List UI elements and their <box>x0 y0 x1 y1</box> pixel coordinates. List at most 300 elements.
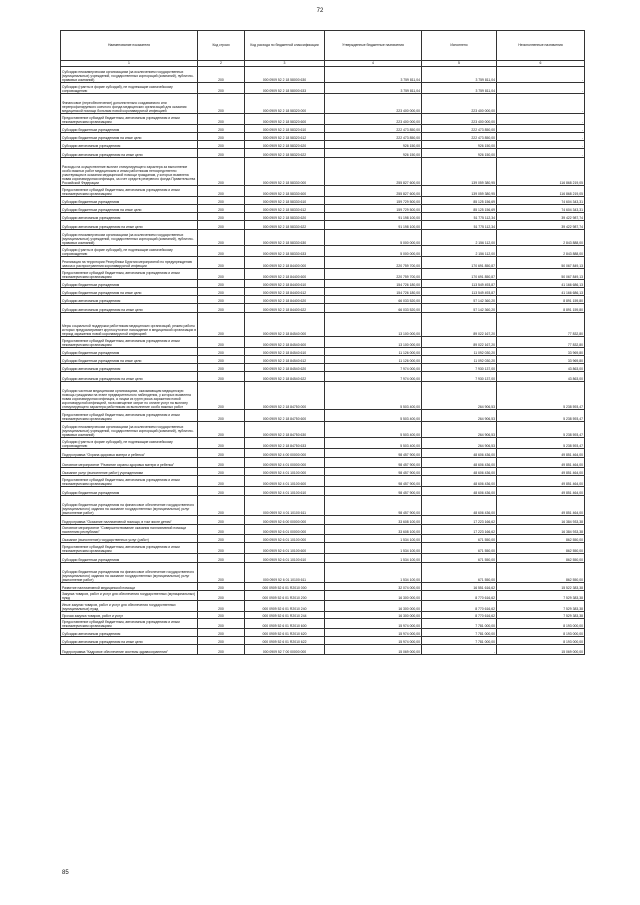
cell-unexecuted: - <box>497 114 585 125</box>
cell-executed: 223 400 000,00 <box>422 94 497 114</box>
cell-unexecuted: 39 422 987,74 <box>497 213 585 221</box>
header-unexecuted: Неисполненные назначения <box>497 31 585 61</box>
cell-approved: 220 759 700,00 <box>325 257 422 269</box>
table-row <box>61 125 585 133</box>
cell-indicator-name: Субсидии частным медицинским организациям, оказывающим медицинскую помощь гражданам на этапе предварительного наблюдения, у которых выявлена новая коронавирусная инфекция, а лицам из групп риска заражения новой коронавирусной инфекцией, на возмещение затрат по оплате услуг на выплату стимулирующего характера работникам за выполнение особо важных работ <box>61 382 198 410</box>
cell-indicator-name: Предоставление субсидий бюджетным, автономным учреждениям и иным некоммерческим организациям <box>61 543 198 554</box>
cell-line-code: 200 <box>198 458 245 468</box>
table-row <box>61 94 585 114</box>
cell-approved: 1 534 100,00 <box>325 563 422 583</box>
cell-approved: 32 074 000,00 <box>325 583 422 591</box>
cell-indicator-name: Субсидии некоммерческим организациям (за исключением государственных (муниципальных) учреждений, государственных корпораций (компаний), публично-правовых компаний) <box>61 422 198 438</box>
cell-executed: 11 092 030,20 <box>422 356 497 364</box>
table-row <box>61 133 585 141</box>
cell-budget-code: 000 0909 52 2 18 58330 620 <box>245 213 325 221</box>
table-row <box>61 468 585 476</box>
cell-executed: 17 223 166,62 <box>422 525 497 535</box>
table-row <box>61 449 585 458</box>
cell-unexecuted: 7 529 383,38 <box>497 591 585 601</box>
cell-unexecuted: - <box>497 125 585 133</box>
cell-approved: 159 729 500,00 <box>325 205 422 213</box>
cell-approved: 255 827 600,00 <box>325 186 422 197</box>
cell-approved: 222 473 850,00 <box>325 125 422 133</box>
cell-indicator-name: Субсидии (гранты в форме субсидий), не подлежащие казначейскому сопровождению <box>61 246 198 257</box>
cell-unexecuted: 16 384 933,38 <box>497 516 585 525</box>
cell-unexecuted: 116 868 219,05 <box>497 158 585 186</box>
cell-unexecuted: 49 851 464,00 <box>497 458 585 468</box>
cell-indicator-name: Иные закупки товаров, работ и услуг для обеспечения государственных (муниципальных) нужд <box>61 601 198 612</box>
cell-budget-code: 000 0909 52 2 18 84750 000 <box>245 382 325 410</box>
cell-approved: 926 150,00 <box>325 141 422 149</box>
table-row <box>61 83 585 94</box>
cell-line-code: 200 <box>198 372 245 382</box>
cell-line-code: 200 <box>198 554 245 563</box>
cell-executed: 89 022 167,20 <box>422 313 497 337</box>
column-index: 3 <box>245 61 325 67</box>
table-row <box>61 372 585 382</box>
cell-executed: 89 022 167,20 <box>422 337 497 348</box>
table-row <box>61 114 585 125</box>
cell-budget-code: 000 0909 52 2 18 84540 600 <box>245 337 325 348</box>
cell-indicator-name: Субсидии некоммерческим организациям (за исключением государственных (муниципальных) учреждений, государственных корпораций (компаний), публично-правовых компаний) <box>61 230 198 246</box>
cell-line-code: 200 <box>198 637 245 645</box>
cell-line-code: 200 <box>198 288 245 296</box>
cell-executed: 48 606 436,00 <box>422 487 497 496</box>
cell-approved: 3 759 811,04 <box>325 67 422 83</box>
cell-approved: 66 033 520,00 <box>325 304 422 313</box>
cell-unexecuted: 5 238 593,47 <box>497 438 585 449</box>
cell-indicator-name: Предоставление субсидий бюджетным, автономным учреждениям и иным некоммерческим организациям <box>61 186 198 197</box>
table-row <box>61 230 585 246</box>
cell-line-code: 200 <box>198 410 245 422</box>
cell-executed: 51 775 112,34 <box>422 213 497 221</box>
cell-approved: 98 457 900,00 <box>325 458 422 468</box>
cell-line-code: 200 <box>198 449 245 458</box>
cell-unexecuted: 43 863,00 <box>497 364 585 372</box>
table-row <box>61 496 585 516</box>
cell-indicator-name: Субсидии (гранты в форме субсидий), не подлежащие казначейскому сопровождению <box>61 438 198 449</box>
cell-line-code: 200 <box>198 516 245 525</box>
table-row <box>61 356 585 364</box>
cell-executed: 7 781 000,00 <box>422 629 497 637</box>
cell-indicator-name: Развитие паллиативной медицинской помощи <box>61 583 198 591</box>
table-row <box>61 591 585 601</box>
cell-approved: 5 000 000,00 <box>325 246 422 257</box>
table-row <box>61 288 585 296</box>
cell-indicator-name: Субсидии некоммерческим организациям (за исключением государственных (муниципальных) учреждений, государственных корпораций (компаний), публично-правовых компаний) <box>61 67 198 83</box>
cell-indicator-name: Субсидии бюджетным учреждениям на иные цели <box>61 288 198 296</box>
cell-indicator-name: Субсидии автономным учреждениям на иные цели <box>61 221 198 230</box>
cell-executed: 222 473 850,00 <box>422 133 497 141</box>
header-approved: Утвержденные бюджетные назначения <box>325 31 422 61</box>
table-row <box>61 458 585 468</box>
cell-approved: 3 759 811,04 <box>325 83 422 94</box>
cell-unexecuted: 74 604 343,31 <box>497 197 585 205</box>
cell-approved: 15 974 000,00 <box>325 637 422 645</box>
cell-budget-code: 000 0909 52 2 18 58330 610 <box>245 197 325 205</box>
cell-budget-code: 000 0909 52 2 18 58320 622 <box>245 149 325 158</box>
cell-line-code: 200 <box>198 337 245 348</box>
cell-approved: 223 400 000,00 <box>325 114 422 125</box>
cell-indicator-name: Оказание (выполнение) государственных услуг (работ) <box>61 535 198 543</box>
cell-indicator-name: Субсидии бюджетным учреждениям <box>61 348 198 356</box>
cell-approved: 7 974 000,00 <box>325 364 422 372</box>
cell-unexecuted: 43 863,00 <box>497 372 585 382</box>
table-row <box>61 149 585 158</box>
cell-executed: 170 691 850,87 <box>422 269 497 280</box>
column-index: 6 <box>497 61 585 67</box>
table-row <box>61 257 585 269</box>
cell-budget-code: 000 0909 52 2 18 58320 620 <box>245 141 325 149</box>
cell-line-code: 200 <box>198 348 245 356</box>
cell-budget-code: 000 0909 52 6 01 10100 600 <box>245 543 325 554</box>
cell-executed: 7 781 000,00 <box>422 619 497 629</box>
cell-unexecuted: 8 193 000,00 <box>497 637 585 645</box>
table-row <box>61 525 585 535</box>
cell-budget-code: 000 0909 52 2 18 84400 612 <box>245 288 325 296</box>
cell-indicator-name: Субсидии автономным учреждениям на иные цели <box>61 637 198 645</box>
cell-line-code: 200 <box>198 382 245 410</box>
cell-executed: 7 781 000,00 <box>422 637 497 645</box>
cell-indicator-name: Меры социальной поддержки работникам медицинских организаций, режим работы которых предусматривает круглосуточное нахождение в медицинской организации в период заражения новой коронавирусной инфекцией <box>61 313 198 337</box>
cell-unexecuted: 7 529 383,38 <box>497 612 585 619</box>
cell-approved: 1 534 100,00 <box>325 543 422 554</box>
table-row <box>61 487 585 496</box>
cell-line-code: 200 <box>198 496 245 516</box>
cell-approved: 98 457 900,00 <box>325 476 422 487</box>
cell-executed: 51 775 112,34 <box>422 221 497 230</box>
table-row <box>61 269 585 280</box>
cell-budget-code: 000 0909 52 2 18 58330 622 <box>245 221 325 230</box>
cell-line-code: 200 <box>198 213 245 221</box>
cell-budget-code: 000 0909 52 6 01 R2010 244 <box>245 612 325 619</box>
cell-indicator-name: Подпрограмма "Охрана здоровья матери и ребенка" <box>61 449 198 458</box>
header-line-code: Код строки <box>198 31 245 61</box>
cell-unexecuted: 15 069 000,00 <box>497 645 585 655</box>
cell-line-code: 200 <box>198 645 245 655</box>
cell-approved: 15 974 000,00 <box>325 629 422 637</box>
cell-approved: 11 126 000,00 <box>325 356 422 364</box>
cell-unexecuted: 33 969,80 <box>497 348 585 356</box>
cell-line-code: 200 <box>198 186 245 197</box>
table-row <box>61 337 585 348</box>
cell-budget-code: 000 0909 52 2 18 58330 630 <box>245 230 325 246</box>
table-row <box>61 246 585 257</box>
cell-unexecuted: 16 384 933,38 <box>497 525 585 535</box>
cell-line-code: 200 <box>198 304 245 313</box>
table-row <box>61 645 585 655</box>
cell-executed: 2 156 112,00 <box>422 246 497 257</box>
cell-line-code: 200 <box>198 221 245 230</box>
cell-line-code: 200 <box>198 230 245 246</box>
cell-unexecuted: 49 851 464,00 <box>497 468 585 476</box>
table-row <box>61 612 585 619</box>
cell-approved: 154 726 180,00 <box>325 288 422 296</box>
cell-approved: 16 300 000,00 <box>325 591 422 601</box>
cell-executed: 16 551 616,62 <box>422 583 497 591</box>
cell-unexecuted: 862 550,00 <box>497 535 585 543</box>
cell-indicator-name: Предоставление субсидий бюджетным, автономным учреждениям и иным некоммерческим организациям <box>61 337 198 348</box>
cell-unexecuted: 49 851 464,00 <box>497 496 585 516</box>
cell-indicator-name: Субсидии автономным учреждениям на иные цели <box>61 372 198 382</box>
cell-indicator-name: Субсидии автономным учреждениям <box>61 141 198 149</box>
table-row <box>61 438 585 449</box>
cell-indicator-name: Предоставление субсидий бюджетным, автономным учреждениям и иным некоммерческим организациям <box>61 269 198 280</box>
table-row <box>61 637 585 645</box>
cell-executed: 17 223 166,62 <box>422 516 497 525</box>
cell-approved: 66 033 520,00 <box>325 296 422 304</box>
cell-executed: 8 770 616,62 <box>422 601 497 612</box>
cell-unexecuted: 77 832,80 <box>497 313 585 337</box>
table-row <box>61 583 585 591</box>
cell-line-code: 200 <box>198 487 245 496</box>
cell-approved: 98 457 900,00 <box>325 449 422 458</box>
table-row <box>61 158 585 186</box>
cell-indicator-name: Предоставление субсидий бюджетным, автономным учреждениям и иным некоммерческим организациям <box>61 619 198 629</box>
cell-indicator-name: Закупка товаров, работ и услуг для обеспечения государственных (муниципальных) нужд <box>61 591 198 601</box>
page-number: 72 <box>316 8 324 14</box>
cell-approved: 5 503 400,00 <box>325 438 422 449</box>
table-row <box>61 422 585 438</box>
cell-budget-code: 000 0909 52 6 01 R2010 200 <box>245 591 325 601</box>
cell-budget-code: 000 0909 52 6 01 10100 610 <box>245 554 325 563</box>
cell-line-code: 200 <box>198 125 245 133</box>
cell-unexecuted: 2 843 888,00 <box>497 230 585 246</box>
cell-executed: 671 550,00 <box>422 543 497 554</box>
cell-budget-code: 000 0909 52 2 18 84750 600 <box>245 410 325 422</box>
cell-indicator-name: Предоставление субсидий бюджетным, автономным учреждениям и иным некоммерческим организациям <box>61 410 198 422</box>
cell-line-code: 200 <box>198 583 245 591</box>
cell-indicator-name: Финансовое (переобеспечение) дополнительно создаваемого или перепрофилируемого коечного фонда медицинских организаций для оказания медицинской помощи больным новой коронавирусной инфекцией <box>61 94 198 114</box>
cell-budget-code: 000 0909 52 6 01 R2010 600 <box>245 619 325 629</box>
cell-approved: 98 457 900,00 <box>325 487 422 496</box>
cell-line-code: 200 <box>198 438 245 449</box>
cell-unexecuted: 8 891 159,80 <box>497 296 585 304</box>
cell-line-code: 200 <box>198 149 245 158</box>
cell-indicator-name: Субсидии бюджетным учреждениям на иные цели <box>61 356 198 364</box>
cell-executed: 926 150,00 <box>422 149 497 158</box>
cell-executed: 3 759 811,04 <box>422 83 497 94</box>
cell-executed: 48 606 436,00 <box>422 458 497 468</box>
table-row <box>61 280 585 288</box>
cell-executed: 671 550,00 <box>422 535 497 543</box>
cell-line-code: 200 <box>198 296 245 304</box>
cell-unexecuted: - <box>497 149 585 158</box>
cell-budget-code: 000 0909 52 2 18 58000 633 <box>245 83 325 94</box>
table-row <box>61 67 585 83</box>
cell-indicator-name: Субсидии автономным учреждениям <box>61 296 198 304</box>
cell-unexecuted: 49 851 464,00 <box>497 449 585 458</box>
cell-budget-code: 000 0909 52 2 18 84750 630 <box>245 422 325 438</box>
cell-unexecuted: 862 550,00 <box>497 543 585 554</box>
cell-indicator-name: Подпрограмма "Кадровое обеспечение системы здравоохранения" <box>61 645 198 655</box>
cell-indicator-name: Прочая закупка товаров, работ и услуг <box>61 612 198 619</box>
cell-indicator-name: Подпрограмма "Оказание паллиативной помощи, в том числе детям" <box>61 516 198 525</box>
cell-executed: 48 606 436,00 <box>422 449 497 458</box>
cell-executed: 223 400 000,00 <box>422 114 497 125</box>
cell-unexecuted: 116 868 219,05 <box>497 186 585 197</box>
cell-indicator-name: Субсидии бюджетным учреждениям <box>61 125 198 133</box>
cell-budget-code: 000 0909 52 2 18 84400 600 <box>245 269 325 280</box>
cell-indicator-name: Субсидии бюджетным учреждениям на финансовое обеспечение государственного (муниципального) задания на оказание государственных (муниципальных) услуг (выполнение работ) <box>61 496 198 516</box>
cell-indicator-name: Предоставление субсидий бюджетным, автономным учреждениям и иным некоммерческим организациям <box>61 114 198 125</box>
cell-budget-code: 000 0909 52 2 18 84540 612 <box>245 356 325 364</box>
cell-indicator-name: Субсидии бюджетным учреждениям <box>61 487 198 496</box>
cell-executed: 264 906,53 <box>422 382 497 410</box>
cell-line-code: 200 <box>198 205 245 213</box>
cell-unexecuted: 77 832,80 <box>497 337 585 348</box>
cell-budget-code: 000 0909 52 2 18 84400 620 <box>245 296 325 304</box>
cell-indicator-name: Основное мероприятие "Совершенствование оказания паллиативной помощи населению республики" <box>61 525 198 535</box>
cell-budget-code: 000 0909 52 4 01 10100 610 <box>245 487 325 496</box>
cell-budget-code: 000 0909 52 2 18 84400 610 <box>245 280 325 288</box>
cell-approved: 16 300 000,00 <box>325 612 422 619</box>
cell-executed: 139 059 380,95 <box>422 158 497 186</box>
cell-executed: 8 770 616,62 <box>422 612 497 619</box>
cell-approved: 222 473 850,00 <box>325 133 422 141</box>
cell-unexecuted: 8 193 000,00 <box>497 619 585 629</box>
cell-approved: 13 100 000,00 <box>325 337 422 348</box>
cell-unexecuted: 39 422 987,74 <box>497 221 585 230</box>
cell-line-code: 200 <box>198 525 245 535</box>
cell-executed: 85 125 156,69 <box>422 197 497 205</box>
column-index: 5 <box>422 61 497 67</box>
table-header-row <box>61 31 585 61</box>
cell-executed: 222 473 850,00 <box>422 125 497 133</box>
cell-approved: 91 198 100,00 <box>325 213 422 221</box>
cell-approved: 33 608 100,00 <box>325 516 422 525</box>
cell-indicator-name: Основное мероприятие "Развитие охраны здоровья матери и ребенка" <box>61 458 198 468</box>
cell-approved: 154 726 180,00 <box>325 280 422 288</box>
cell-approved: 5 503 400,00 <box>325 382 422 410</box>
cell-approved: 91 198 100,00 <box>325 221 422 230</box>
cell-unexecuted: - <box>497 94 585 114</box>
cell-budget-code: 000 0909 52 6 01 10100 611 <box>245 563 325 583</box>
cell-budget-code: 000 0909 52 2 18 58320 600 <box>245 114 325 125</box>
cell-executed: - <box>422 645 497 655</box>
cell-budget-code: 000 0909 52 2 18 84540 622 <box>245 372 325 382</box>
table-body <box>61 67 585 655</box>
cell-budget-code: 000 0909 52 4 01 10100 611 <box>245 496 325 516</box>
cell-approved: 98 457 900,00 <box>325 468 422 476</box>
cell-unexecuted: 5 238 593,47 <box>497 410 585 422</box>
cell-line-code: 200 <box>198 67 245 83</box>
cell-approved: 15 974 000,00 <box>325 619 422 629</box>
cell-line-code: 200 <box>198 629 245 637</box>
cell-approved: 13 100 000,00 <box>325 313 422 337</box>
cell-executed: 671 550,00 <box>422 554 497 563</box>
cell-budget-code: 000 0909 52 6 01 R2010 620 <box>245 629 325 637</box>
table-row <box>61 313 585 337</box>
cell-approved: 1 534 100,00 <box>325 535 422 543</box>
cell-unexecuted: 49 851 464,00 <box>497 476 585 487</box>
table-row <box>61 382 585 410</box>
cell-unexecuted: 5 238 593,47 <box>497 382 585 410</box>
header-budget-code: Код расхода по бюджетной классификации <box>245 31 325 61</box>
cell-budget-code: 000 0909 52 2 18 58320 610 <box>245 125 325 133</box>
cell-budget-code: 000 0909 52 6 01 10100 000 <box>245 535 325 543</box>
cell-unexecuted: 50 067 849,13 <box>497 257 585 269</box>
table-row <box>61 213 585 221</box>
cell-budget-code: 000 0909 52 6 01 R2010 622 <box>245 637 325 645</box>
table-row <box>61 186 585 197</box>
table-row <box>61 629 585 637</box>
bottom-page-number: 85 <box>62 870 69 876</box>
table-row <box>61 535 585 543</box>
cell-indicator-name: Субсидии (гранты в форме субсидий), не подлежащие казначейскому сопровождению <box>61 83 198 94</box>
table-row <box>61 476 585 487</box>
cell-line-code: 200 <box>198 476 245 487</box>
table-row <box>61 364 585 372</box>
cell-indicator-name: Субсидии бюджетным учреждениям <box>61 554 198 563</box>
cell-line-code: 200 <box>198 94 245 114</box>
cell-unexecuted: - <box>497 141 585 149</box>
cell-budget-code: 000 0909 52 2 18 58320 000 <box>245 94 325 114</box>
cell-line-code: 200 <box>198 158 245 186</box>
cell-budget-code: 000 0909 52 2 18 84750 633 <box>245 438 325 449</box>
cell-unexecuted: - <box>497 67 585 83</box>
cell-approved: 5 000 000,00 <box>325 230 422 246</box>
cell-unexecuted: 41 166 686,13 <box>497 280 585 288</box>
cell-line-code: 200 <box>198 257 245 269</box>
table-row <box>61 410 585 422</box>
cell-indicator-name: Расходы на осуществление выплат стимулирующего характера за выполнение особо важных работ медицинским и иным работникам непосредственно участвующим в оказании медицинской помощи гражданам, у которых выявлена новая коронавирусная инфекция, за счет средств резервного фонда Правительства Российской Федерации <box>61 158 198 186</box>
cell-approved: 15 069 000,00 <box>325 645 422 655</box>
cell-approved: 98 457 900,00 <box>325 496 422 516</box>
cell-budget-code: 000 0909 52 6 00 00000 000 <box>245 516 325 525</box>
cell-indicator-name: Оказание услуг (выполнение работ) учреждениями <box>61 468 198 476</box>
cell-executed: 2 156 112,00 <box>422 230 497 246</box>
cell-executed: 264 906,53 <box>422 438 497 449</box>
budget-execution-table <box>60 30 585 655</box>
cell-indicator-name: Субсидии бюджетным учреждениям <box>61 280 198 288</box>
cell-line-code: 200 <box>198 246 245 257</box>
column-index: 4 <box>325 61 422 67</box>
column-index: 2 <box>198 61 245 67</box>
table-row <box>61 554 585 563</box>
table-row <box>61 296 585 304</box>
cell-budget-code: 000 0909 52 4 01 10100 000 <box>245 468 325 476</box>
cell-approved: 926 150,00 <box>325 149 422 158</box>
cell-unexecuted: 74 604 343,31 <box>497 205 585 213</box>
cell-budget-code: 000 0909 52 2 18 84540 000 <box>245 313 325 337</box>
cell-indicator-name: Субсидии бюджетным учреждениям на иные цели <box>61 133 198 141</box>
cell-approved: 223 400 000,00 <box>325 94 422 114</box>
cell-executed: 926 150,00 <box>422 141 497 149</box>
table-row <box>61 221 585 230</box>
cell-line-code: 200 <box>198 543 245 554</box>
column-index: 1 <box>61 61 198 67</box>
cell-line-code: 200 <box>198 197 245 205</box>
cell-budget-code: 000 0909 52 4 01 00000 000 <box>245 458 325 468</box>
cell-indicator-name: Субсидии бюджетным учреждениям <box>61 197 198 205</box>
cell-executed: 7 930 137,00 <box>422 372 497 382</box>
cell-line-code: 200 <box>198 591 245 601</box>
cell-approved: 5 503 400,00 <box>325 410 422 422</box>
cell-unexecuted: 41 166 686,13 <box>497 288 585 296</box>
cell-unexecuted: 50 067 849,13 <box>497 269 585 280</box>
table-row <box>61 601 585 612</box>
cell-approved: 220 759 700,00 <box>325 269 422 280</box>
table-row <box>61 516 585 525</box>
cell-executed: 170 691 850,87 <box>422 257 497 269</box>
cell-unexecuted: 862 550,00 <box>497 563 585 583</box>
table-row <box>61 197 585 205</box>
cell-executed: 139 059 380,95 <box>422 186 497 197</box>
cell-unexecuted: 8 891 159,80 <box>497 304 585 313</box>
cell-budget-code: 000 0909 52 2 18 84540 610 <box>245 348 325 356</box>
header-indicator-name: Наименование показателя <box>61 31 198 61</box>
